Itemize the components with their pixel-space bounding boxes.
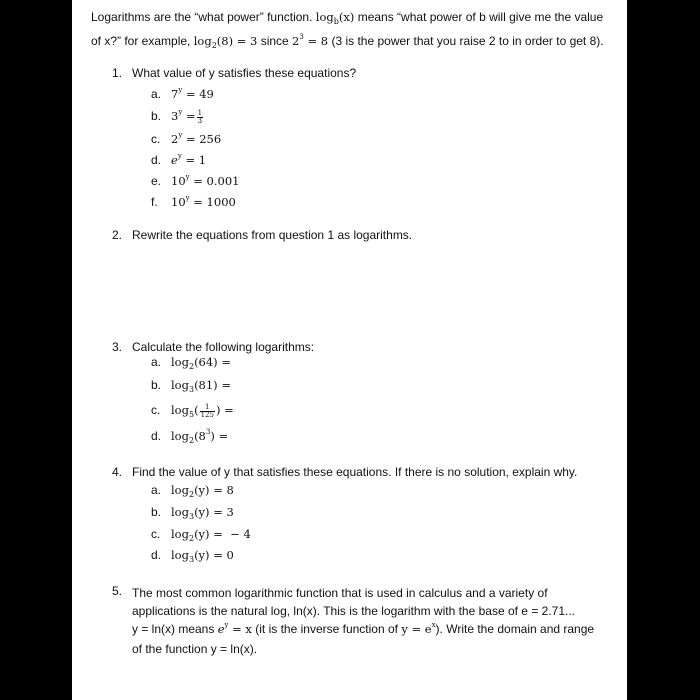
q5-line-3: y = ln(x) means $e^y = x$ (it is the inverse function of $y = e^x$). Write the domain and range — [132, 621, 595, 636]
q1-item-a: a. 7$^y$ = 49 — [151, 86, 214, 101]
log-2-8: $\log_2(8) = 3$ — [193, 34, 258, 50]
question-4-text: Find the value of y that satisfies these equations. If there is no solution, explain why. — [132, 465, 578, 479]
worksheet-page — [72, 0, 627, 700]
q1-item-e: e. 10$^y$ = 0.001 — [151, 173, 240, 188]
question-4-number: 4. — [112, 465, 123, 479]
q5-line-2: applications is the natural log, ln(x). This is the logarithm with the base of e = 2.71... — [132, 604, 576, 618]
fraction-one-over-125: $\frac{1}{125}$ — [200, 402, 214, 419]
intro-text: (3 is the power that you raise 2 to in order to get 8). — [331, 34, 604, 48]
power-2-3: $2^3 = 8$ — [292, 33, 329, 48]
q1-item-f: f. 10$^y$ = 1000 — [151, 194, 236, 209]
question-2-number: 2. — [112, 228, 123, 242]
q5-line-1: The most common logarithmic function that is used in calculus and a variety of — [132, 586, 548, 600]
question-3-number: 3. — [112, 340, 123, 354]
intro-text: of x?” for example, — [91, 34, 191, 48]
q4-item-c: c. $\log_2(y)$ = − 4 — [151, 527, 251, 543]
intro-text: since — [260, 34, 289, 48]
question-1-text: What value of y satisfies these equations? — [132, 66, 357, 80]
q3-item-c: c. $\log_5$( $\frac{1}{125}$ ) = — [151, 402, 234, 419]
q4-item-a: a. $\log_2(y) = 8$ — [151, 483, 234, 499]
q4-item-b: b. $\log_3(y) = 3$ — [151, 505, 234, 521]
q4-item-d: d. $\log_3(y) = 0$ — [151, 548, 234, 564]
intro-text: means “what power of b will give me the value — [357, 10, 604, 24]
question-5-text — [132, 584, 612, 658]
q1-item-d: d. $e^y = 1$ — [151, 152, 207, 167]
question-1-number: 1. — [112, 66, 123, 80]
intro-text: Logarithms are the “what power” function. — [91, 10, 313, 24]
q1-item-b: b. 3$^y$ = $\frac{1}{3}$ — [151, 108, 203, 125]
q5-line-4: of the function y = ln(x). — [132, 642, 258, 656]
intro-paragraph — [91, 6, 621, 55]
q3-item-d: d. $\log_2(8^3)$ = — [151, 428, 229, 445]
q3-item-b: b. $\log_3(81)$ = — [151, 378, 231, 394]
log-b-x: $\log_b(x)$ — [315, 10, 355, 26]
question-5-number: 5. — [112, 584, 123, 598]
question-2-text: Rewrite the equations from question 1 as logarithms. — [132, 228, 413, 242]
q3-item-a: a. $\log_2(64)$ = — [151, 355, 231, 371]
q1-item-c: c. 2$^y$ = 256 — [151, 131, 222, 146]
question-3-text: Calculate the following logarithms: — [132, 340, 315, 354]
intro-line-1 — [91, 6, 621, 30]
fraction-one-third: $\frac{1}{3}$ — [197, 108, 203, 125]
intro-line-2 — [91, 30, 621, 55]
